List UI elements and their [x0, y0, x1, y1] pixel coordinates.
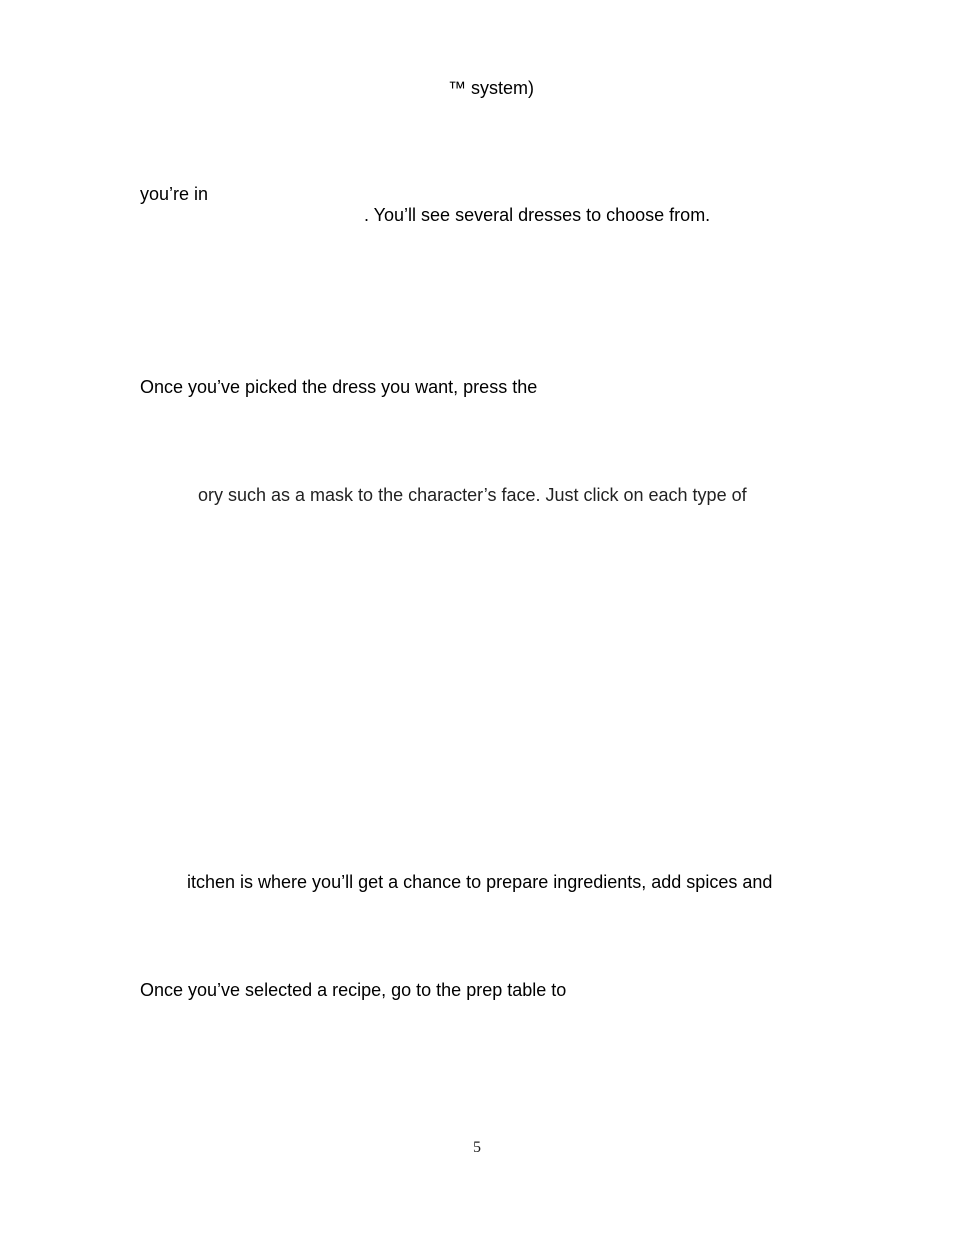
text-line-recipe: Once you’ve selected a recipe, go to the prep table to	[140, 980, 567, 1000]
text-line-accessory: ory such as a mask to the character’s face. Just click on each type of	[198, 485, 747, 505]
text-line-picked-dress: Once you’ve picked the dress you want, press the	[140, 377, 538, 397]
text-line-youre-in: you’re in	[140, 184, 209, 204]
page-number: 5	[473, 1139, 481, 1156]
text-line-kitchen: itchen is where you’ll get a chance to prepare ingredients, add spices and	[187, 872, 773, 892]
text-line-dresses: . You’ll see several dresses to choose from.	[364, 205, 711, 225]
text-line-system: ™ system)	[448, 78, 535, 98]
